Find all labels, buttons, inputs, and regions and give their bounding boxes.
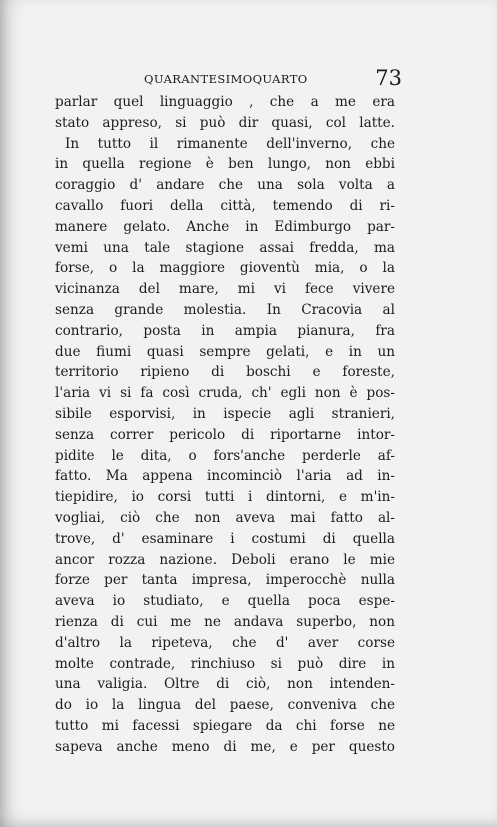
- text-line: do io la lingua del paese, conveniva che: [55, 697, 395, 714]
- text-line: rienza di cui me ne andava superbo, non: [55, 613, 395, 630]
- text-line: d'altro la ripeteva, che d' aver corse: [55, 634, 395, 651]
- running-head: QUARANTESIMOQUARTO: [144, 72, 308, 86]
- text-line: pidite le dita, o fors'anche perderle af-: [55, 447, 395, 464]
- text-line: in quella regione è ben lungo, non ebbi: [55, 156, 395, 173]
- text-line: senza correr pericolo di riportarne intor-: [55, 426, 395, 443]
- text-line: forze per tanta impresa, imperocchè nulla: [55, 572, 395, 589]
- text-line: In tutto il rimanente dell'inverno, che: [65, 135, 395, 152]
- text-line: fatto. Ma appena incominciò l'aria ad in-: [55, 468, 395, 485]
- text-line: due fiumi quasi sempre gelati, e in un: [55, 343, 395, 360]
- text-line: forse, o la maggiore gioventù mia, o la: [55, 260, 395, 277]
- text-line: contrario, posta in ampia pianura, fra: [55, 322, 395, 339]
- page-header: [112, 68, 404, 90]
- text-line: cavallo fuori della città, temendo di ri-: [55, 197, 395, 214]
- text-line: sapeva anche meno di me, e per questo: [55, 738, 395, 755]
- text-line: senza grande molestia. In Cracovia al: [55, 301, 395, 318]
- text-line: molte contrade, rinchiuso si può dire in: [55, 655, 395, 672]
- text-line: tiepidire, io corsi tutti i dintorni, e m'in-: [55, 489, 395, 506]
- body-text: [55, 92, 395, 758]
- text-line: vemi una tale stagione assai fredda, ma: [55, 239, 395, 256]
- text-line: stato appreso, si può dir quasi, col latte.: [55, 114, 395, 131]
- text-line: tutto mi facessi spiegare da chi forse ne: [55, 717, 395, 734]
- text-line: trove, d' esaminare i costumi di quella: [55, 530, 395, 547]
- text-line: sibile esporvisi, in ispecie agli stranieri,: [55, 405, 395, 422]
- text-line: vogliai, ciò che non aveva mai fatto al-: [55, 509, 395, 526]
- text-line: aveva io studiato, e quella poca espe-: [55, 593, 395, 610]
- text-line: una valigia. Oltre di ciò, non intenden-: [55, 676, 395, 693]
- text-line: parlar quel linguaggio , che a me era: [55, 94, 395, 110]
- text-line: ancor rozza nazione. Deboli erano le mie: [55, 551, 395, 568]
- page-number: 73: [375, 66, 402, 90]
- text-line: manere gelato. Anche in Edimburgo par-: [55, 218, 395, 235]
- text-line: vicinanza del mare, mi vi fece vivere: [55, 281, 395, 298]
- text-line: territorio ripieno di boschi e foreste,: [55, 364, 395, 381]
- text-line: l'aria vi si fa così cruda, ch' egli non è pos-: [55, 385, 395, 402]
- text-line: coraggio d' andare che una sola volta a: [55, 177, 395, 194]
